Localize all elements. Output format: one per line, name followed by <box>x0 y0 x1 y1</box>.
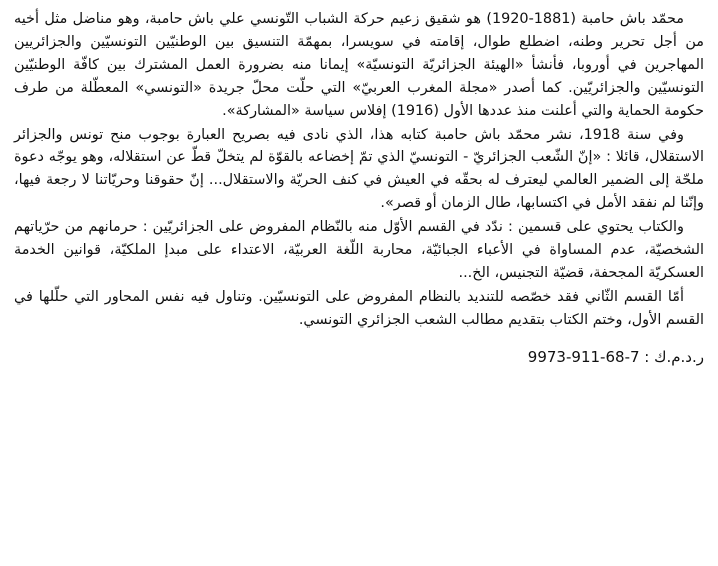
paragraph-1: محمّد باش حامبة (1881-1920) هو شقيق زعيم حركة الشباب التّونسي علي باش حامبة، وهو مناضل مثل أخيه من أجل تحرير وطنه، اضطلع طوال، إقامته في سويسرا، بمهمّة التنسيق بين الوطنيّين التونسيّين والجزائريين المهاجرين في أوروبا، فأنشأ «الهيئة الجزائريّة التونسيّة» إيمانا منه بضرورة العمل المشترك بين كافّة الوطنيّين التونسيّين والجزائريّين. كما أصدر «مجلة المغرب العربيّ» التي حلّت محلّ جريدة «التونسي» المعطّلة من طرف حكومة الحماية والتي أعلنت منذ عددها الأول (1916) إفلاس سياسة «المشاركة». <box>14 11 704 119</box>
isbn-line: ر.د.م.ك : 7-68-911-9973 <box>527 347 704 366</box>
document-page <box>14 8 704 558</box>
paragraph-2: وفي سنة 1918، نشر محمّد باش حامبة كتابه هذا، الذي نادى فيه بصريح العبارة بوجوب منح تونس والجزائر الاستقلال، قائلا : «إنّ الشّعب الجزائريّ - التونسيّ الذي تمّ إخضاعه بالقوّة لم يتخلّ قطّ عن استقلاله، وهو يوجّه دعوة ملحّة إلى الضمير العالمي ليعترف له بحقّه في العيش في كنف الحريّة والاستقلال... إنّ حقوقنا وحريّاتنا لا رجعة فيها، وإنّنا لم نفقد الأمل في اكتسابها، طال الزمان أو قصر». <box>14 126 704 212</box>
paragraph-4: أمّا القسم الثّاني فقد خصّصه للتنديد بالنظام المفروض على التونسيّين. وتناول فيه نفس المحاور التي حلّلها في القسم الأول، وختم الكتاب بتقديم مطالب الشعب الجزائري التونسي. <box>14 288 704 328</box>
paragraph-3: والكتاب يحتوي على قسمين : ندّد في القسم الأوّل منه بالنّظام المفروض على الجزائريّين : حرمانهم من حرّياتهم الشخصيّة، عدم المساواة في الأعباء الجبائيّة، محاربة اللّغة العربيّة، الاعتداء على مبدإ الملكيّة، قوانين الخدمة العسكريّة المجحفة، قضيّة التجنيس، الخ... <box>14 219 704 281</box>
